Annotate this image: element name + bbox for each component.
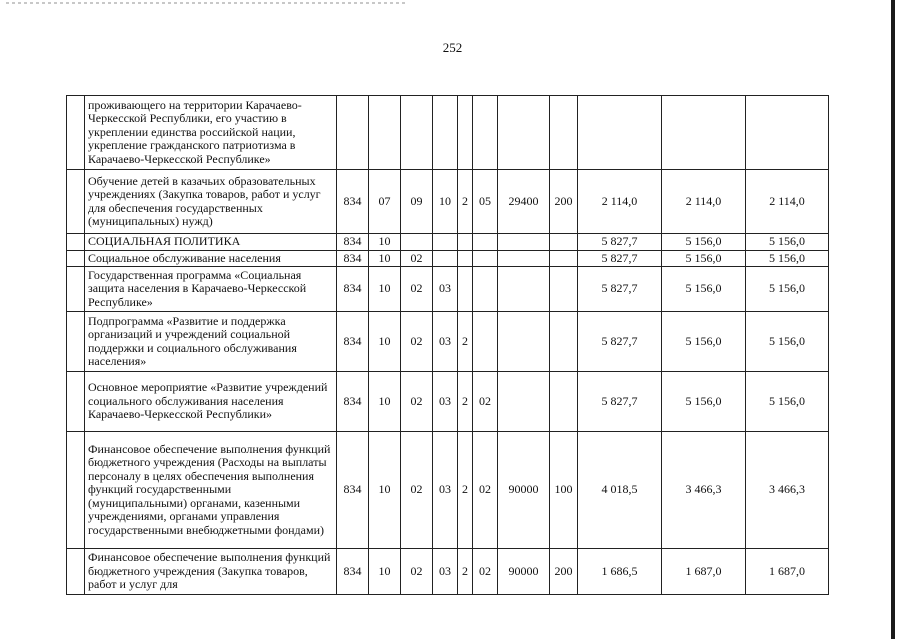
code-cell xyxy=(550,96,578,170)
code-cell: 10 xyxy=(369,312,401,372)
amount-cell: 1 687,0 xyxy=(746,549,829,595)
code-cell xyxy=(550,312,578,372)
amount-cell: 4 018,5 xyxy=(578,432,662,549)
code-cell xyxy=(458,96,473,170)
code-cell: 834 xyxy=(337,234,369,251)
row-name: Подпрограмма «Развитие и поддержка организаций и учреждений социальной поддержки и социального обслуживания населения» xyxy=(85,312,337,372)
code-cell: 200 xyxy=(550,549,578,595)
table-row xyxy=(67,234,829,251)
code-cell: 07 xyxy=(369,170,401,234)
budget-table xyxy=(66,95,829,595)
code-cell: 03 xyxy=(433,372,458,432)
row-stub-cell xyxy=(67,170,85,234)
code-cell xyxy=(433,96,458,170)
amount-cell: 5 156,0 xyxy=(662,312,746,372)
row-stub-cell xyxy=(67,549,85,595)
code-cell: 834 xyxy=(337,267,369,312)
code-cell: 09 xyxy=(401,170,433,234)
amount-cell: 5 827,7 xyxy=(578,267,662,312)
code-cell: 10 xyxy=(369,432,401,549)
code-cell: 02 xyxy=(401,549,433,595)
code-cell: 2 xyxy=(458,372,473,432)
code-cell: 05 xyxy=(473,170,498,234)
code-cell: 834 xyxy=(337,170,369,234)
code-cell: 02 xyxy=(473,372,498,432)
code-cell: 02 xyxy=(401,267,433,312)
code-cell: 29400 xyxy=(498,170,550,234)
table-row xyxy=(67,267,829,312)
row-stub-cell xyxy=(67,96,85,170)
amount-cell: 5 156,0 xyxy=(746,234,829,251)
amount-cell xyxy=(662,96,746,170)
code-cell xyxy=(401,234,433,251)
code-cell: 10 xyxy=(433,170,458,234)
amount-cell: 1 686,5 xyxy=(578,549,662,595)
amount-cell: 5 156,0 xyxy=(746,267,829,312)
scan-edge-right xyxy=(891,0,895,639)
code-cell xyxy=(473,234,498,251)
amount-cell: 5 156,0 xyxy=(746,312,829,372)
row-name: Обучение детей в казачьих образовательных учреждениях (Закупка товаров, работ и услуг для обеспечения государственных (муниципальных) нужд) xyxy=(85,170,337,234)
code-cell xyxy=(433,234,458,251)
code-cell: 10 xyxy=(369,372,401,432)
row-name: Финансовое обеспечение выполнения функций бюджетного учреждения (Закупка товаров, работ и услуг для xyxy=(85,549,337,595)
table-row xyxy=(67,312,829,372)
code-cell: 90000 xyxy=(498,432,550,549)
row-name: СОЦИАЛЬНАЯ ПОЛИТИКА xyxy=(85,234,337,251)
code-cell: 834 xyxy=(337,432,369,549)
amount-cell xyxy=(578,96,662,170)
row-stub-cell xyxy=(67,372,85,432)
code-cell: 02 xyxy=(473,549,498,595)
code-cell xyxy=(498,96,550,170)
code-cell: 2 xyxy=(458,549,473,595)
code-cell xyxy=(473,312,498,372)
code-cell: 834 xyxy=(337,251,369,267)
row-name: Основное мероприятие «Развитие учреждений социального обслуживания населения Карачаево-Черкесской Республики» xyxy=(85,372,337,432)
amount-cell: 5 156,0 xyxy=(746,251,829,267)
amount-cell: 3 466,3 xyxy=(662,432,746,549)
code-cell: 10 xyxy=(369,267,401,312)
row-name: Социальное обслуживание населения xyxy=(85,251,337,267)
code-cell: 03 xyxy=(433,267,458,312)
code-cell: 200 xyxy=(550,170,578,234)
code-cell xyxy=(433,251,458,267)
code-cell xyxy=(473,251,498,267)
code-cell: 02 xyxy=(401,372,433,432)
code-cell: 03 xyxy=(433,432,458,549)
amount-cell: 2 114,0 xyxy=(662,170,746,234)
row-stub-cell xyxy=(67,251,85,267)
amount-cell: 3 466,3 xyxy=(746,432,829,549)
code-cell xyxy=(498,234,550,251)
amount-cell: 5 827,7 xyxy=(578,251,662,267)
code-cell: 02 xyxy=(401,432,433,549)
table-row xyxy=(67,372,829,432)
code-cell: 10 xyxy=(369,549,401,595)
row-name: Финансовое обеспечение выполнения функций бюджетного учреждения (Расходы на выплаты персоналу в целях обеспечения выполнения функций государственными (муниципальными) органами, казенными учреждениями, органами управления государственными внебюджетными фондами) xyxy=(85,432,337,549)
code-cell xyxy=(473,267,498,312)
amount-cell: 1 687,0 xyxy=(662,549,746,595)
code-cell: 834 xyxy=(337,372,369,432)
amount-cell xyxy=(746,96,829,170)
code-cell xyxy=(550,251,578,267)
code-cell: 100 xyxy=(550,432,578,549)
amount-cell: 5 156,0 xyxy=(662,234,746,251)
code-cell xyxy=(498,267,550,312)
code-cell xyxy=(498,312,550,372)
amount-cell: 5 827,7 xyxy=(578,372,662,432)
code-cell xyxy=(550,372,578,432)
code-cell: 834 xyxy=(337,312,369,372)
code-cell: 2 xyxy=(458,170,473,234)
table-row xyxy=(67,96,829,170)
row-stub-cell xyxy=(67,432,85,549)
code-cell: 02 xyxy=(401,312,433,372)
code-cell xyxy=(498,372,550,432)
code-cell xyxy=(369,96,401,170)
code-cell: 2 xyxy=(458,432,473,549)
code-cell: 2 xyxy=(458,312,473,372)
code-cell xyxy=(550,267,578,312)
code-cell: 03 xyxy=(433,312,458,372)
code-cell: 03 xyxy=(433,549,458,595)
row-name: проживающего на территории Карачаево-Черкесской Республики, его участию в укреплении единства российской нации, укрепление гражданского патриотизма в Карачаево-Черкесской Республике» xyxy=(85,96,337,170)
code-cell xyxy=(473,96,498,170)
code-cell xyxy=(458,267,473,312)
code-cell xyxy=(337,96,369,170)
code-cell xyxy=(401,96,433,170)
code-cell xyxy=(458,234,473,251)
amount-cell: 5 156,0 xyxy=(662,251,746,267)
row-name: Государственная программа «Социальная защита населения в Карачаево-Черкесской Республике» xyxy=(85,267,337,312)
page-number: 252 xyxy=(442,40,463,55)
code-cell: 02 xyxy=(401,251,433,267)
amount-cell: 2 114,0 xyxy=(578,170,662,234)
table-row xyxy=(67,432,829,549)
code-cell xyxy=(498,251,550,267)
row-stub-cell xyxy=(67,234,85,251)
scan-artifact-top xyxy=(6,2,406,4)
amount-cell: 5 156,0 xyxy=(746,372,829,432)
amount-cell: 2 114,0 xyxy=(746,170,829,234)
code-cell xyxy=(550,234,578,251)
amount-cell: 5 156,0 xyxy=(662,372,746,432)
code-cell: 10 xyxy=(369,251,401,267)
code-cell: 834 xyxy=(337,549,369,595)
row-stub-cell xyxy=(67,267,85,312)
amount-cell: 5 156,0 xyxy=(662,267,746,312)
table-row xyxy=(67,549,829,595)
code-cell: 90000 xyxy=(498,549,550,595)
amount-cell: 5 827,7 xyxy=(578,234,662,251)
table-row xyxy=(67,251,829,267)
amount-cell: 5 827,7 xyxy=(578,312,662,372)
table-row xyxy=(67,170,829,234)
code-cell xyxy=(458,251,473,267)
row-stub-cell xyxy=(67,312,85,372)
code-cell: 10 xyxy=(369,234,401,251)
code-cell: 02 xyxy=(473,432,498,549)
